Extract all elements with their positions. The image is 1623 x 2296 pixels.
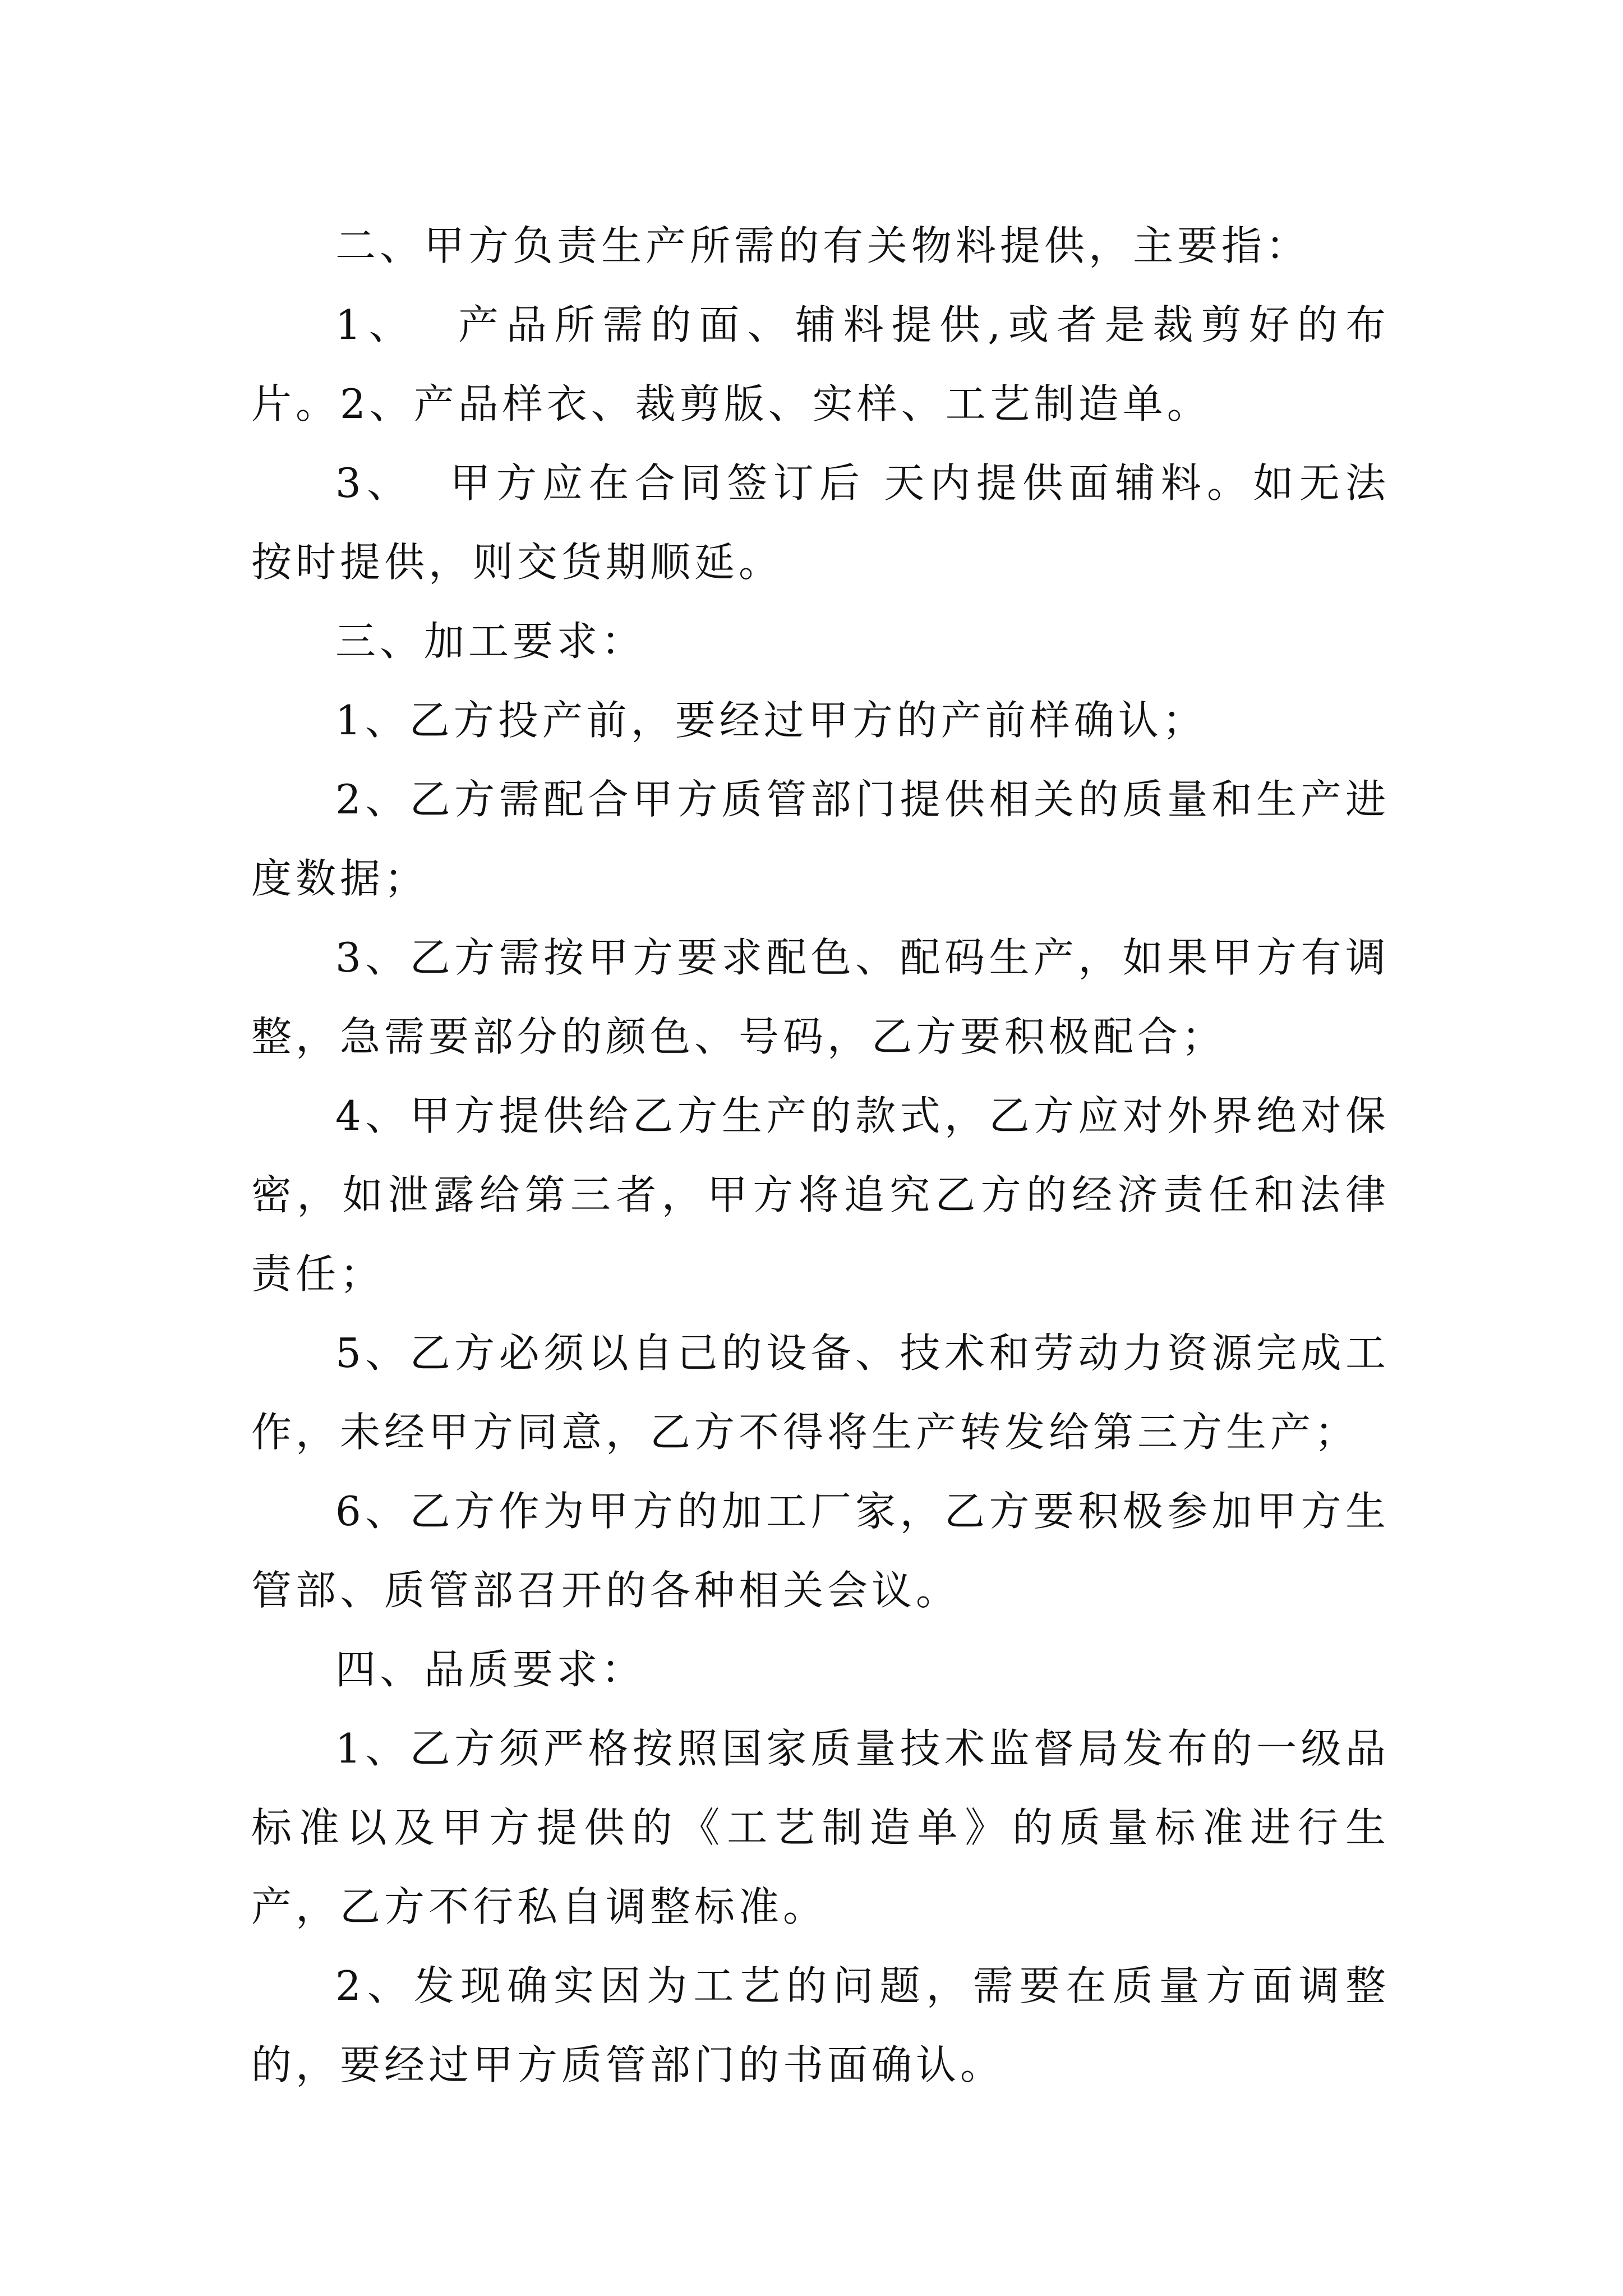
clause-pre-production-sample: 1、乙方投产前，要经过甲方的产前样确认； [335,697,1207,744]
section-heading-material-supply: 二、甲方负责生产所需的有关物料提供，主要指： [335,222,1311,269]
clause-fabric-and-samples: 1、 产品所需的面、辅料提供,或者是裁剪好的布片。2、产品样衣、裁剪版、实样、工艺制造单。 [251,301,1390,427]
document-body [251,206,1390,2105]
clause-own-resources: 5、乙方必须以自己的设备、技术和劳动力资源完成工作，未经甲方同意，乙方不得将生产转发给第三方生产； [251,1329,1390,1456]
clause-confidentiality: 4、甲方提供给乙方生产的款式，乙方应对外界绝对保密，如泄露给第三者，甲方将追究乙方的经济责任和法律责任； [251,1092,1390,1297]
clause-attend-meetings: 6、乙方作为甲方的加工厂家，乙方要积极参加甲方生管部、质管部召开的各种相关会议。 [251,1488,1390,1614]
section-heading-processing-requirements: 三、加工要求： [335,618,646,665]
clause-written-confirmation: 2、发现确实因为工艺的问题，需要在质量方面调整的，要经过甲方质管部门的书面确认。 [251,1962,1390,2088]
clause-color-size-production: 3、乙方需按甲方要求配色、配码生产，如果甲方有调整，急需要部分的颜色、号码，乙方要积极配合； [251,934,1390,1060]
clause-quality-progress-data: 2、乙方需配合甲方质管部门提供相关的质量和生产进度数据； [251,776,1390,902]
clause-material-delivery-deadline: 3、 甲方应在合同签订后 天内提供面辅料。如无法按时提供，则交货期顺延。 [251,459,1390,586]
clause-quality-standards: 1、乙方须严格按照国家质量技术监督局发布的一级品标准以及甲方提供的《工艺制造单》的质量标准进行生产，乙方不行私自调整标准。 [251,1725,1390,1930]
section-heading-quality-requirements: 四、品质要求： [335,1646,646,1693]
